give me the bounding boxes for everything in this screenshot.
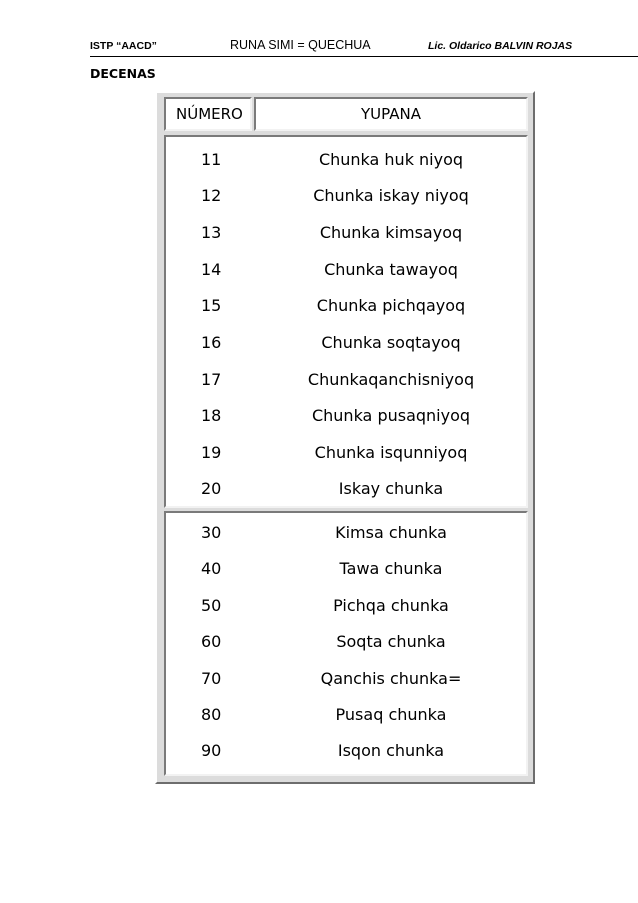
numbers-table [155,91,535,784]
page-header [90,36,638,57]
table-row [166,733,526,769]
table-group-30-90 [164,511,528,776]
header-institution: ISTP “AACD” [90,40,157,52]
row-word: Chunkaqanchisniyoq [307,370,475,389]
column-header-yupana-label: YUPANA [361,105,421,123]
header-course-title: RUNA SIMI = QUECHUA [230,38,371,52]
row-number: 13 [201,223,222,242]
table-row [166,551,526,587]
table-row [166,661,526,697]
row-number: 19 [201,443,222,462]
row-number: 16 [201,333,222,352]
row-word: Chunka isqunniyoq [314,443,468,462]
table-row [166,588,526,624]
row-word: Qanchis chunka= [320,669,462,688]
table-row [166,142,526,178]
row-word: Pusaq chunka [335,705,447,724]
column-header-number-label: NÚMERO [176,105,243,123]
table-row [166,288,526,324]
row-number: 60 [201,632,222,651]
row-number: 11 [201,150,222,169]
row-word: Pichqa chunka [333,596,449,615]
row-number: 18 [201,406,222,425]
row-word: Chunka huk niyoq [318,150,464,169]
table-row [166,471,526,507]
row-word: Chunka pusaqniyoq [311,406,471,425]
row-number: 80 [201,705,222,724]
row-word: Chunka tawayoq [324,260,458,279]
table-row [166,362,526,398]
header-author: Lic. Oldarico BALVIN ROJAS [428,40,573,52]
section-title: DECENAS [90,66,156,81]
table-row [166,215,526,251]
row-number: 15 [201,296,222,315]
table-row [166,398,526,434]
row-number: 50 [201,596,222,615]
row-number: 12 [201,186,222,205]
column-header-number [164,97,252,131]
row-word: Soqta chunka [336,632,446,651]
row-number: 14 [201,260,222,279]
row-word: Chunka kimsayoq [319,223,463,242]
row-word: Isqon chunka [337,741,445,760]
row-word: Chunka iskay niyoq [313,186,469,205]
row-number: 40 [201,559,222,578]
table-row [166,515,526,551]
row-word: Tawa chunka [339,559,443,578]
table-row [166,624,526,660]
table-row [166,697,526,733]
row-number: 70 [201,669,222,688]
table-row [166,178,526,214]
table-group-11-20 [164,135,528,508]
table-row [166,435,526,471]
row-word: Chunka soqtayoq [321,333,461,352]
row-number: 30 [201,523,222,542]
table-row [166,252,526,288]
row-word: Iskay chunka [338,479,444,498]
row-number: 90 [201,741,222,760]
column-header-yupana [254,97,528,131]
table-row [166,325,526,361]
row-number: 20 [201,479,222,498]
row-word: Kimsa chunka [335,523,447,542]
row-word: Chunka pichqayoq [316,296,466,315]
row-number: 17 [201,370,222,389]
